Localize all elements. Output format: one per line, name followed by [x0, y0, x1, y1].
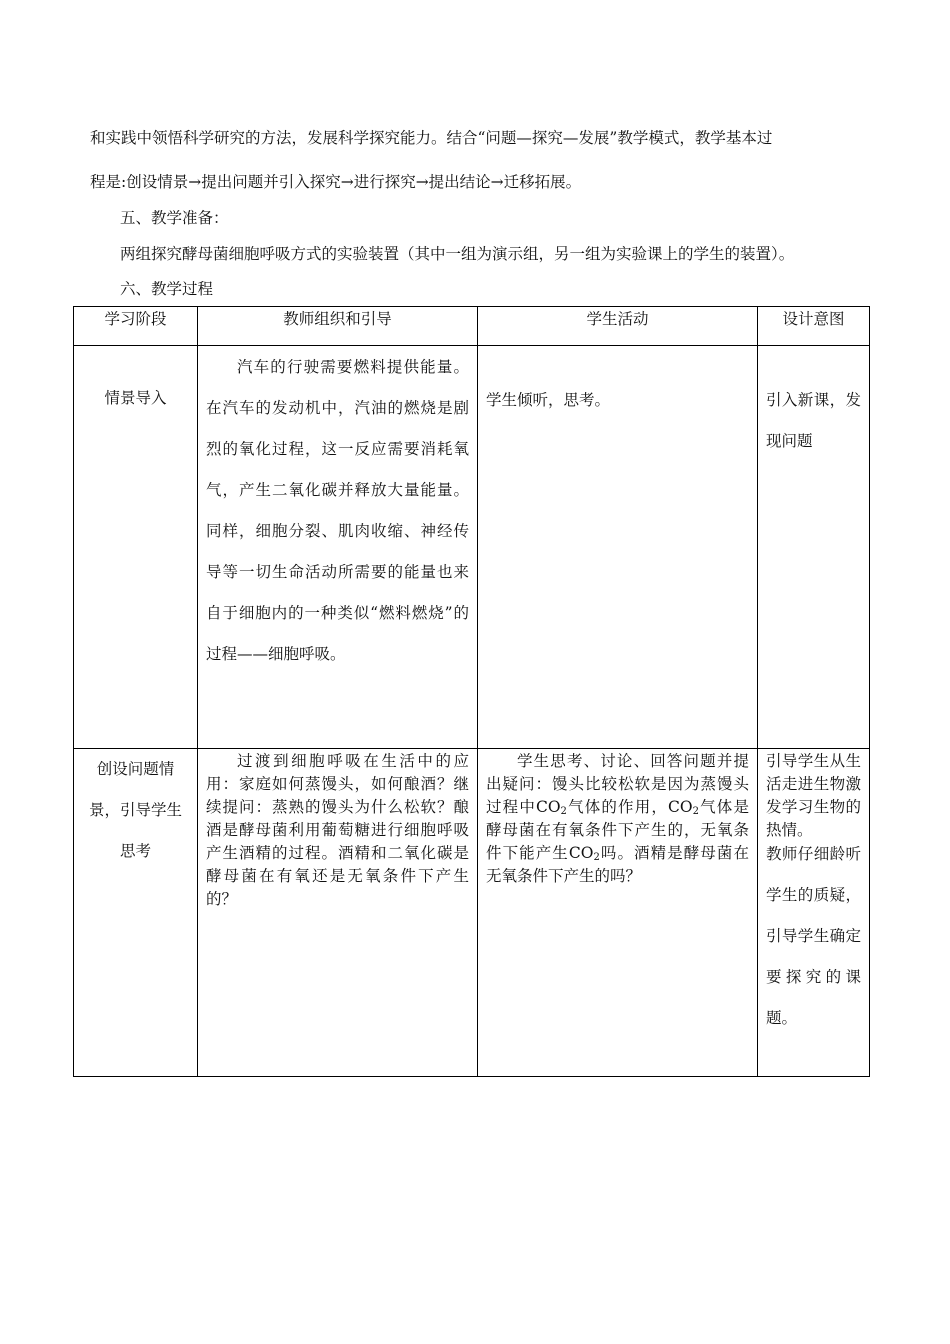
- intent-cell: [758, 749, 870, 1077]
- stage-cell: 创设问题情景，引导学生思考: [74, 749, 198, 1077]
- student-text-d: 吗。酒精是酵母菌在无氧条件下产生的吗？: [486, 844, 749, 885]
- subscript-2: 2: [692, 806, 699, 817]
- student-cell: [478, 749, 758, 1077]
- student-cell: 学生倾听，思考。: [478, 346, 758, 749]
- header-teacher: 教师组织和引导: [198, 307, 478, 346]
- intent-cell: 引入新课，发现问题: [758, 346, 870, 749]
- preparation-paragraph: 两组探究酵母菌细胞呼吸方式的实验装置（其中一组为演示组，另一组为实验课上的学生的装置）。: [120, 245, 795, 263]
- student-text-b: 气体的作用，CO: [566, 798, 693, 816]
- student-text-c: 气体是酵母菌在有氧条件下产生的，无氧条件下能产生CO: [486, 798, 749, 862]
- teacher-cell: 过渡到细胞呼吸在生活中的应用：家庭如何蒸馒头，如何酿酒？继续提问：蒸熟的馒头为什么松软？酿酒是酵母菌利用葡萄糖进行细胞呼吸产生酒精的过程。酒精和二氧化碳是酵母菌在有氧还是无氧条件下产生的？: [198, 749, 478, 1077]
- intent-text-b: 教师仔细龄听学生的质疑，引导学生确定要探究的课题。: [766, 845, 861, 1027]
- teacher-cell: 汽车的行驶需要燃料提供能量。在汽车的发动机中，汽油的燃烧是剧烈的氧化过程，这一反应需要消耗氧气，产生二氧化碳并释放大量能量。同样，细胞分裂、肌肉收缩、神经传导等一切生命活动所需要的能量也来自于细胞内的一种类似“燃料燃烧”的过程——细胞呼吸。: [198, 346, 478, 749]
- stage-cell: [74, 346, 198, 749]
- subscript-2: 2: [560, 806, 567, 817]
- header-intent: 设计意图: [758, 307, 870, 346]
- header-student: 学生活动: [478, 307, 758, 346]
- table-row: [74, 346, 870, 749]
- intro-paragraph-line1: 和实践中领悟科学研究的方法，发展科学探究能力。结合“问题—探究—发展”教学模式，教学基本过: [90, 129, 773, 147]
- intent-text-a: 引导学生从生活走进生物激发学习生物的热情。: [766, 752, 861, 839]
- subscript-2: 2: [593, 852, 600, 863]
- stage-text: 情景导入: [104, 389, 167, 407]
- section-heading-process: 六、教学过程: [120, 280, 214, 298]
- table-header-row: [74, 307, 870, 346]
- table-row: [74, 749, 870, 1077]
- header-stage: 学习阶段: [74, 307, 198, 346]
- intro-paragraph-line2: 程是:创设情景→提出问题并引入探究→进行探究→提出结论→迁移拓展。: [90, 173, 582, 191]
- student-text-a: 学生思考、讨论、回答问题并提出疑问：馒头比较松软是因为蒸馒头过程中CO: [486, 752, 749, 816]
- teaching-process-table: [73, 306, 870, 1077]
- section-heading-preparation: 五、教学准备：: [120, 209, 229, 227]
